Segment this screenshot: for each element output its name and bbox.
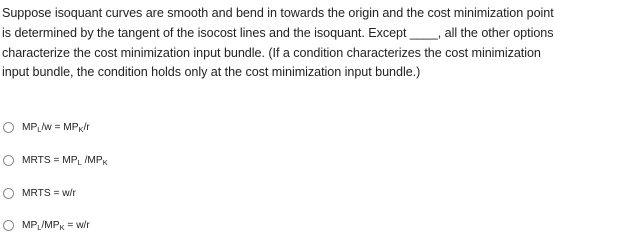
radio-button[interactable] [3,220,14,231]
option-c[interactable] [3,185,76,201]
radio-button[interactable] [3,155,14,166]
option-c-label: MRTS = w/r [22,187,76,199]
option-b-label: MRTS = $MP_L$ $/MP_K$ [22,154,108,167]
question-line: input bundle, the condition holds only at the cost minimization input bundle.) [2,65,421,80]
option-d[interactable] [3,217,90,233]
question-line: Suppose isoquant curves are smooth and bend in towards the origin and the cost minimization point [2,6,554,20]
radio-button[interactable] [3,122,14,133]
option-b[interactable] [3,152,108,168]
radio-button[interactable] [3,188,14,199]
option-a[interactable] [3,119,90,135]
option-a-label: $MP_L/w = MP_K/r$ [22,121,90,134]
question-line: characterize the cost minimization input bundle. (If a condition characterizes the cost minimization [2,45,541,60]
question-line: is determined by the tangent of the isocost lines and the isoquant. Except ____, all the other options [2,25,554,40]
option-d-label: $MP_L/MP_K = w/r$ [22,219,90,232]
